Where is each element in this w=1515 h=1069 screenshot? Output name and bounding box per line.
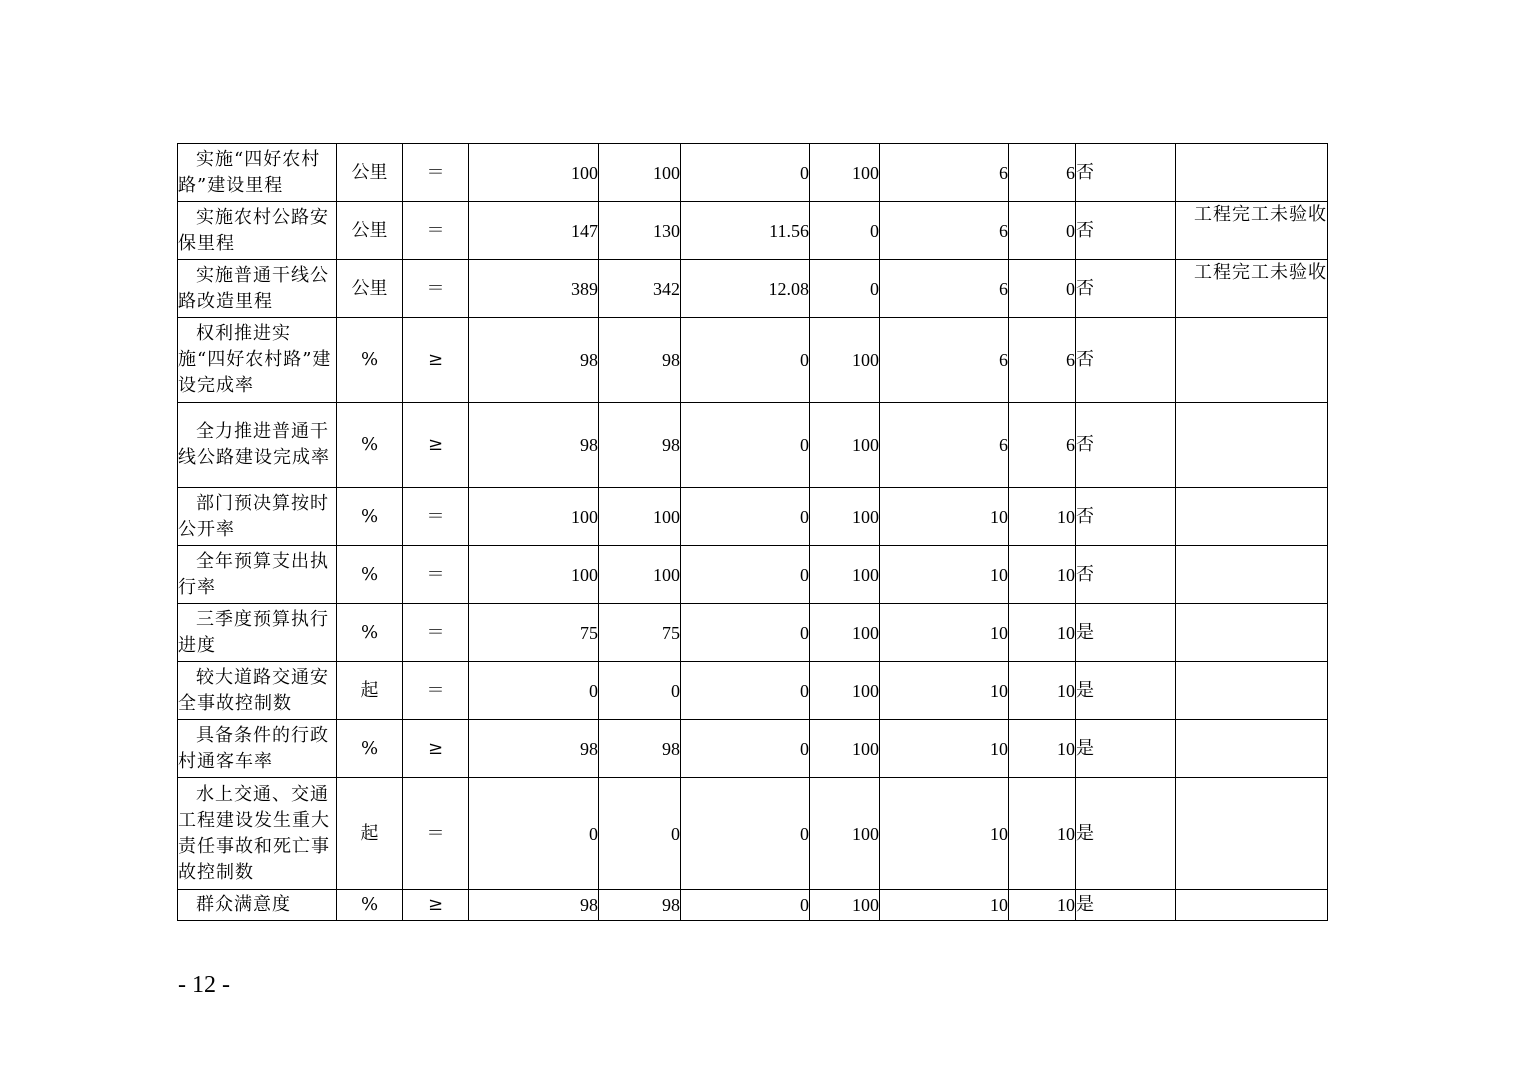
weight-score-cell: 10 xyxy=(880,488,1009,546)
deviation-value-cell: 12.08 xyxy=(681,260,810,318)
remark-cell xyxy=(1176,403,1328,488)
remark-cell xyxy=(1176,890,1328,921)
actual-value-cell: 98 xyxy=(599,890,681,921)
operator-cell: ＝ xyxy=(403,778,469,890)
yes-no-flag-cell: 是 xyxy=(1076,778,1176,890)
actual-score-cell: 0 xyxy=(1009,202,1076,260)
table-row xyxy=(178,890,1328,921)
remark-cell xyxy=(1176,720,1328,778)
indicator-name-cell: 全力推进普通干线公路建设完成率 xyxy=(178,403,337,488)
indicator-name-cell: 部门预决算按时公开率 xyxy=(178,488,337,546)
target-value-cell: 100 xyxy=(469,488,599,546)
yes-no-flag-cell: 是 xyxy=(1076,604,1176,662)
indicator-name-cell: 水上交通、交通工程建设发生重大责任事故和死亡事故控制数 xyxy=(178,778,337,890)
table-row xyxy=(178,202,1328,260)
operator-cell: ≥ xyxy=(403,720,469,778)
remark-cell xyxy=(1176,318,1328,403)
yes-no-flag-cell: 是 xyxy=(1076,720,1176,778)
indicator-name-cell: 权利推进实施“四好农村路”建设完成率 xyxy=(178,318,337,403)
actual-value-cell: 98 xyxy=(599,720,681,778)
actual-value-cell: 98 xyxy=(599,318,681,403)
indicator-name-cell: 三季度预算执行进度 xyxy=(178,604,337,662)
actual-value-cell: 100 xyxy=(599,144,681,202)
operator-cell: ＝ xyxy=(403,546,469,604)
weight-score-cell: 10 xyxy=(880,604,1009,662)
actual-score-cell: 10 xyxy=(1009,662,1076,720)
deviation-value-cell: 0 xyxy=(681,890,810,921)
deviation-value-cell: 0 xyxy=(681,604,810,662)
operator-cell: ＝ xyxy=(403,604,469,662)
actual-score-cell: 6 xyxy=(1009,403,1076,488)
yes-no-flag-cell: 否 xyxy=(1076,144,1176,202)
target-value-cell: 98 xyxy=(469,890,599,921)
actual-score-cell: 10 xyxy=(1009,890,1076,921)
yes-no-flag-cell: 是 xyxy=(1076,890,1176,921)
completion-rate-cell: 0 xyxy=(810,260,880,318)
table-row xyxy=(178,662,1328,720)
target-value-cell: 100 xyxy=(469,144,599,202)
completion-rate-cell: 100 xyxy=(810,604,880,662)
yes-no-flag-cell: 否 xyxy=(1076,546,1176,604)
deviation-value-cell: 0 xyxy=(681,144,810,202)
completion-rate-cell: 100 xyxy=(810,778,880,890)
completion-rate-cell: 0 xyxy=(810,202,880,260)
actual-score-cell: 10 xyxy=(1009,546,1076,604)
deviation-value-cell: 0 xyxy=(681,720,810,778)
actual-score-cell: 6 xyxy=(1009,318,1076,403)
weight-score-cell: 10 xyxy=(880,546,1009,604)
table-row xyxy=(178,318,1328,403)
completion-rate-cell: 100 xyxy=(810,546,880,604)
yes-no-flag-cell: 是 xyxy=(1076,662,1176,720)
unit-cell: % xyxy=(337,403,403,488)
table-row xyxy=(178,720,1328,778)
page-number: - 12 - xyxy=(178,972,230,998)
operator-cell: ＝ xyxy=(403,144,469,202)
weight-score-cell: 10 xyxy=(880,890,1009,921)
operator-cell: ＝ xyxy=(403,488,469,546)
target-value-cell: 100 xyxy=(469,546,599,604)
unit-cell: % xyxy=(337,318,403,403)
completion-rate-cell: 100 xyxy=(810,144,880,202)
operator-cell: ≥ xyxy=(403,890,469,921)
actual-value-cell: 100 xyxy=(599,488,681,546)
weight-score-cell: 6 xyxy=(880,403,1009,488)
actual-score-cell: 10 xyxy=(1009,720,1076,778)
target-value-cell: 98 xyxy=(469,318,599,403)
indicator-name-cell: 实施普通干线公路改造里程 xyxy=(178,260,337,318)
unit-cell: 公里 xyxy=(337,202,403,260)
actual-value-cell: 75 xyxy=(599,604,681,662)
indicator-name-cell: 较大道路交通安全事故控制数 xyxy=(178,662,337,720)
deviation-value-cell: 0 xyxy=(681,318,810,403)
actual-value-cell: 98 xyxy=(599,403,681,488)
yes-no-flag-cell: 否 xyxy=(1076,260,1176,318)
deviation-value-cell: 0 xyxy=(681,546,810,604)
table-row xyxy=(178,144,1328,202)
remark-cell xyxy=(1176,662,1328,720)
yes-no-flag-cell: 否 xyxy=(1076,202,1176,260)
target-value-cell: 389 xyxy=(469,260,599,318)
indicator-name-cell: 实施农村公路安保里程 xyxy=(178,202,337,260)
table-row xyxy=(178,403,1328,488)
deviation-value-cell: 0 xyxy=(681,488,810,546)
yes-no-flag-cell: 否 xyxy=(1076,403,1176,488)
weight-score-cell: 6 xyxy=(880,202,1009,260)
unit-cell: 起 xyxy=(337,778,403,890)
actual-score-cell: 6 xyxy=(1009,144,1076,202)
unit-cell: 起 xyxy=(337,662,403,720)
completion-rate-cell: 100 xyxy=(810,403,880,488)
operator-cell: ＝ xyxy=(403,662,469,720)
deviation-value-cell: 0 xyxy=(681,778,810,890)
table-row xyxy=(178,260,1328,318)
target-value-cell: 98 xyxy=(469,403,599,488)
remark-cell: 工程完工未验收 xyxy=(1176,202,1328,260)
weight-score-cell: 10 xyxy=(880,778,1009,890)
weight-score-cell: 10 xyxy=(880,720,1009,778)
performance-indicator-table xyxy=(177,143,1328,921)
yes-no-flag-cell: 否 xyxy=(1076,318,1176,403)
operator-cell: ≥ xyxy=(403,403,469,488)
completion-rate-cell: 100 xyxy=(810,318,880,403)
unit-cell: 公里 xyxy=(337,260,403,318)
actual-score-cell: 10 xyxy=(1009,488,1076,546)
indicator-name-cell: 群众满意度 xyxy=(178,890,337,921)
actual-score-cell: 10 xyxy=(1009,778,1076,890)
remark-cell xyxy=(1176,778,1328,890)
remark-cell xyxy=(1176,488,1328,546)
unit-cell: % xyxy=(337,720,403,778)
unit-cell: % xyxy=(337,604,403,662)
operator-cell: ＝ xyxy=(403,260,469,318)
unit-cell: % xyxy=(337,488,403,546)
remark-cell xyxy=(1176,144,1328,202)
indicator-name-cell: 具备条件的行政村通客车率 xyxy=(178,720,337,778)
table-row xyxy=(178,604,1328,662)
unit-cell: % xyxy=(337,890,403,921)
deviation-value-cell: 11.56 xyxy=(681,202,810,260)
completion-rate-cell: 100 xyxy=(810,488,880,546)
target-value-cell: 0 xyxy=(469,778,599,890)
target-value-cell: 0 xyxy=(469,662,599,720)
target-value-cell: 75 xyxy=(469,604,599,662)
remark-cell xyxy=(1176,546,1328,604)
unit-cell: 公里 xyxy=(337,144,403,202)
yes-no-flag-cell: 否 xyxy=(1076,488,1176,546)
unit-cell: % xyxy=(337,546,403,604)
operator-cell: ＝ xyxy=(403,202,469,260)
deviation-value-cell: 0 xyxy=(681,662,810,720)
table-row xyxy=(178,488,1328,546)
actual-value-cell: 342 xyxy=(599,260,681,318)
remark-cell: 工程完工未验收 xyxy=(1176,260,1328,318)
remark-cell xyxy=(1176,604,1328,662)
operator-cell: ≥ xyxy=(403,318,469,403)
completion-rate-cell: 100 xyxy=(810,890,880,921)
table-row xyxy=(178,546,1328,604)
actual-score-cell: 0 xyxy=(1009,260,1076,318)
target-value-cell: 98 xyxy=(469,720,599,778)
weight-score-cell: 6 xyxy=(880,260,1009,318)
deviation-value-cell: 0 xyxy=(681,403,810,488)
actual-score-cell: 10 xyxy=(1009,604,1076,662)
completion-rate-cell: 100 xyxy=(810,662,880,720)
actual-value-cell: 0 xyxy=(599,778,681,890)
weight-score-cell: 10 xyxy=(880,662,1009,720)
weight-score-cell: 6 xyxy=(880,144,1009,202)
target-value-cell: 147 xyxy=(469,202,599,260)
completion-rate-cell: 100 xyxy=(810,720,880,778)
actual-value-cell: 0 xyxy=(599,662,681,720)
table-row xyxy=(178,778,1328,890)
indicator-name-cell: 全年预算支出执行率 xyxy=(178,546,337,604)
actual-value-cell: 100 xyxy=(599,546,681,604)
actual-value-cell: 130 xyxy=(599,202,681,260)
indicator-name-cell: 实施“四好农村路”建设里程 xyxy=(178,144,337,202)
weight-score-cell: 6 xyxy=(880,318,1009,403)
